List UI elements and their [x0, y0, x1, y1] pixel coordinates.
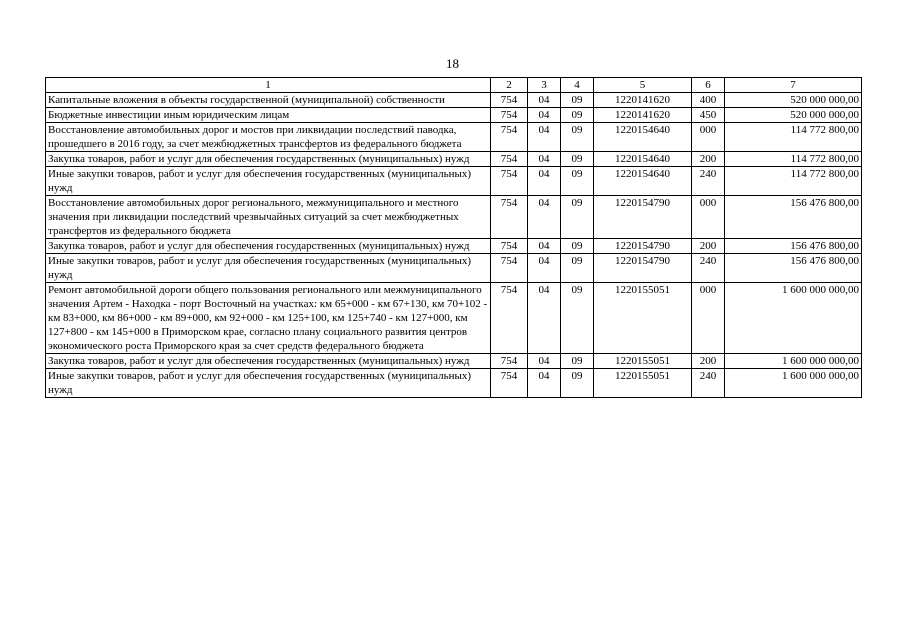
section-code-cell: 04	[528, 152, 561, 167]
item-name-cell: Иные закупки товаров, работ и услуг для обеспечения государственных (муниципальных) нужд	[46, 369, 491, 398]
ministry-code-cell: 754	[491, 93, 528, 108]
amount-cell: 520 000 000,00	[725, 108, 862, 123]
section-code-cell: 04	[528, 93, 561, 108]
section-code-cell: 04	[528, 123, 561, 152]
section-code-cell: 04	[528, 108, 561, 123]
table-body	[46, 93, 862, 398]
target-article-cell: 1220154790	[594, 239, 692, 254]
table-row	[46, 254, 862, 283]
target-article-cell: 1220155051	[594, 354, 692, 369]
expense-type-cell: 000	[692, 123, 725, 152]
target-article-cell: 1220154790	[594, 196, 692, 239]
section-code-cell: 04	[528, 239, 561, 254]
table-row	[46, 354, 862, 369]
item-name-cell: Капитальные вложения в объекты государственной (муниципальной) собственности	[46, 93, 491, 108]
subsection-code-cell: 09	[561, 369, 594, 398]
column-header: 2	[491, 78, 528, 93]
target-article-cell: 1220154640	[594, 152, 692, 167]
table-row	[46, 167, 862, 196]
table-row	[46, 283, 862, 354]
item-name-cell: Закупка товаров, работ и услуг для обеспечения государственных (муниципальных) нужд	[46, 152, 491, 167]
ministry-code-cell: 754	[491, 254, 528, 283]
item-name-cell: Ремонт автомобильной дороги общего пользования регионального или межмуниципального значения Артем - Находка - порт Восточный на участках: км 65+000 - км 67+130, км 70+102 - км 83+000, км 86+000 - км 89+000, км 92+000 - км 125+100, км 125+740 - км 127+000, км 127+800 - км 145+000 в Приморском крае, согласно плану социального развития центров экономического роста Приморского края за счет средств федерального бюджета	[46, 283, 491, 354]
amount-cell: 1 600 000 000,00	[725, 354, 862, 369]
table-row	[46, 108, 862, 123]
item-name-cell: Бюджетные инвестиции иным юридическим лицам	[46, 108, 491, 123]
table-row	[46, 196, 862, 239]
page-number: 18	[446, 56, 459, 71]
column-header: 6	[692, 78, 725, 93]
amount-cell: 114 772 800,00	[725, 167, 862, 196]
column-header: 5	[594, 78, 692, 93]
section-code-cell: 04	[528, 283, 561, 354]
amount-cell: 156 476 800,00	[725, 239, 862, 254]
column-header: 7	[725, 78, 862, 93]
ministry-code-cell: 754	[491, 354, 528, 369]
target-article-cell: 1220141620	[594, 93, 692, 108]
target-article-cell: 1220155051	[594, 369, 692, 398]
ministry-code-cell: 754	[491, 369, 528, 398]
ministry-code-cell: 754	[491, 196, 528, 239]
amount-cell: 156 476 800,00	[725, 196, 862, 239]
ministry-code-cell: 754	[491, 283, 528, 354]
target-article-cell: 1220154640	[594, 123, 692, 152]
expense-type-cell: 400	[692, 93, 725, 108]
section-code-cell: 04	[528, 369, 561, 398]
expense-type-cell: 000	[692, 196, 725, 239]
item-name-cell: Иные закупки товаров, работ и услуг для обеспечения государственных (муниципальных) нужд	[46, 254, 491, 283]
expense-type-cell: 240	[692, 369, 725, 398]
section-code-cell: 04	[528, 167, 561, 196]
amount-cell: 1 600 000 000,00	[725, 369, 862, 398]
item-name-cell: Восстановление автомобильных дорог регионального, межмуниципального и местного значения при ликвидации последствий чрезвычайных ситуаций за счет межбюджетных трансфертов из федерального бюджета	[46, 196, 491, 239]
ministry-code-cell: 754	[491, 108, 528, 123]
subsection-code-cell: 09	[561, 152, 594, 167]
item-name-cell: Закупка товаров, работ и услуг для обеспечения государственных (муниципальных) нужд	[46, 354, 491, 369]
column-header: 4	[561, 78, 594, 93]
expense-type-cell: 200	[692, 354, 725, 369]
subsection-code-cell: 09	[561, 196, 594, 239]
item-name-cell: Иные закупки товаров, работ и услуг для обеспечения государственных (муниципальных) нужд	[46, 167, 491, 196]
subsection-code-cell: 09	[561, 239, 594, 254]
subsection-code-cell: 09	[561, 108, 594, 123]
expense-type-cell: 240	[692, 254, 725, 283]
target-article-cell: 1220154640	[594, 167, 692, 196]
ministry-code-cell: 754	[491, 239, 528, 254]
subsection-code-cell: 09	[561, 254, 594, 283]
target-article-cell: 1220154790	[594, 254, 692, 283]
subsection-code-cell: 09	[561, 167, 594, 196]
table-row	[46, 369, 862, 398]
amount-cell: 114 772 800,00	[725, 152, 862, 167]
target-article-cell: 1220141620	[594, 108, 692, 123]
section-code-cell: 04	[528, 196, 561, 239]
ministry-code-cell: 754	[491, 152, 528, 167]
target-article-cell: 1220155051	[594, 283, 692, 354]
item-name-cell: Закупка товаров, работ и услуг для обеспечения государственных (муниципальных) нужд	[46, 239, 491, 254]
amount-cell: 156 476 800,00	[725, 254, 862, 283]
ministry-code-cell: 754	[491, 123, 528, 152]
table-row	[46, 123, 862, 152]
amount-cell: 114 772 800,00	[725, 123, 862, 152]
subsection-code-cell: 09	[561, 93, 594, 108]
expense-type-cell: 200	[692, 239, 725, 254]
table-header-row	[46, 78, 862, 93]
amount-cell: 520 000 000,00	[725, 93, 862, 108]
subsection-code-cell: 09	[561, 123, 594, 152]
amount-cell: 1 600 000 000,00	[725, 283, 862, 354]
table-row	[46, 239, 862, 254]
column-header: 1	[46, 78, 491, 93]
column-header: 3	[528, 78, 561, 93]
expense-type-cell: 000	[692, 283, 725, 354]
section-code-cell: 04	[528, 354, 561, 369]
ministry-code-cell: 754	[491, 167, 528, 196]
subsection-code-cell: 09	[561, 354, 594, 369]
table-row	[46, 152, 862, 167]
section-code-cell: 04	[528, 254, 561, 283]
expense-type-cell: 200	[692, 152, 725, 167]
expense-type-cell: 450	[692, 108, 725, 123]
expense-type-cell: 240	[692, 167, 725, 196]
table-row	[46, 93, 862, 108]
item-name-cell: Восстановление автомобильных дорог и мостов при ликвидации последствий паводка, прошедшего в 2016 году, за счет межбюджетных трансфертов из федерального бюджета	[46, 123, 491, 152]
subsection-code-cell: 09	[561, 283, 594, 354]
budget-table	[45, 77, 862, 398]
